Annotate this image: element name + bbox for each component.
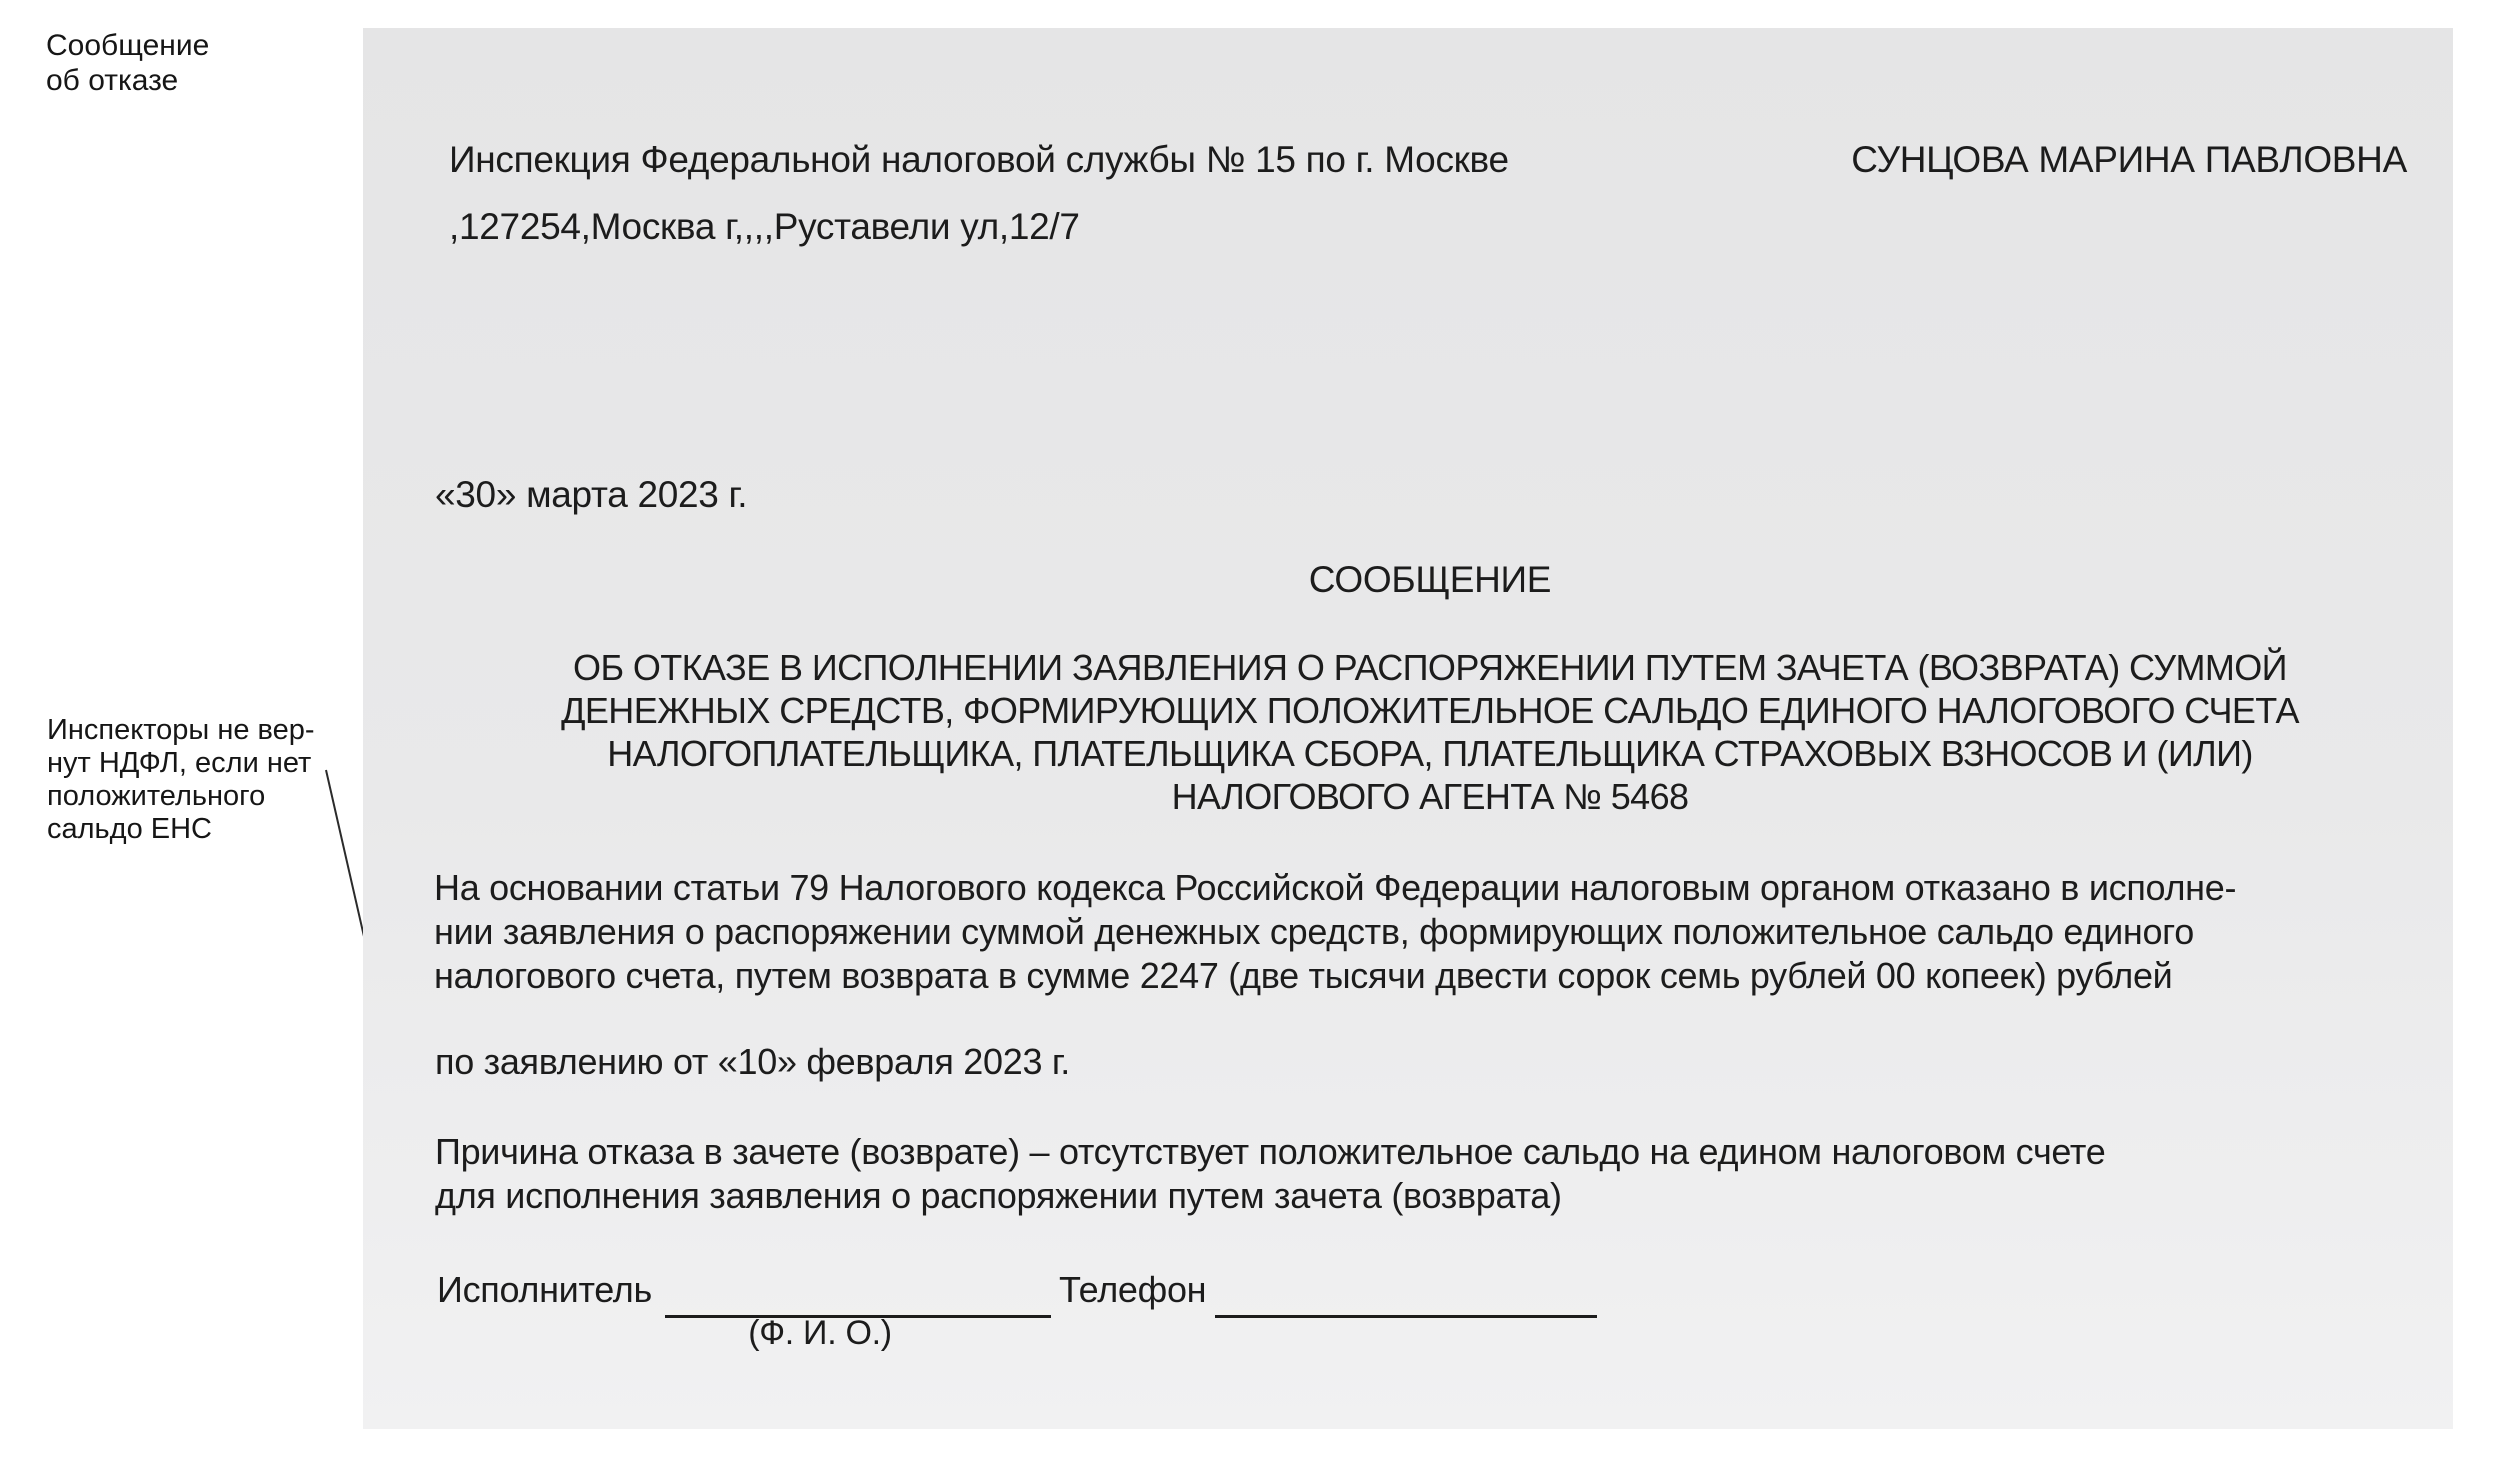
margin-note-line: нут НДФЛ, если нет: [47, 747, 312, 779]
reason-line: Причина отказа в зачете (возврате) – отсутствует положительное сальдо на едином налоговом счете: [435, 1131, 2106, 1172]
doc-title: СООБЩЕНИЕ: [1308, 559, 1552, 600]
margin-label-line: об отказе: [46, 64, 179, 97]
margin-label-line: Сообщение: [46, 29, 210, 62]
reason-line: для исполнения заявления о распоряжении путем зачета (возврата): [435, 1175, 1562, 1216]
sender-line: Инспекция Федеральной налоговой службы № 15 по г. Москве: [449, 139, 1509, 180]
phone-blank-line: [1215, 1273, 1597, 1318]
doc-subtitle-line: ОБ ОТКАЗЕ В ИСПОЛНЕНИИ ЗАЯВЛЕНИЯ О РАСПОРЯЖЕНИИ ПУТЕМ ЗАЧЕТА (ВОЗВРАТА) СУММОЙ: [573, 647, 2287, 688]
margin-note-ndfl: [47, 714, 315, 846]
executor-blank-line: [665, 1273, 1051, 1318]
doc-subtitle-line: ДЕНЕЖНЫХ СРЕДСТВ, ФОРМИРУЮЩИХ ПОЛОЖИТЕЛЬНОЕ САЛЬДО ЕДИНОГО НАЛОГОВОГО СЧЕТА: [561, 690, 2299, 731]
body-line: нии заявления о распоряжении суммой денежных средств, формирующих положительное сальдо единого: [434, 911, 2194, 952]
body-line: На основании статьи 79 Налогового кодекса Российской Федерации налоговым органом отказано в исполне-: [434, 867, 2237, 908]
executor-label: Исполнитель: [437, 1269, 652, 1310]
fio-caption: (Ф. И. О.): [748, 1314, 892, 1352]
recipient-name: СУНЦОВА МАРИНА ПАВЛОВНА: [1851, 139, 2407, 180]
date-line: «30» марта 2023 г.: [435, 474, 748, 515]
sender-address: ,127254,Москва г,,,,Руставели ул,12/7: [449, 206, 1080, 247]
body-paragraph: [434, 866, 2236, 998]
document-page: [363, 28, 2453, 1429]
margin-label-message-type: [46, 28, 209, 98]
body-line: налогового счета, путем возврата в сумме 2247 (две тысячи двести сорок семь рублей 00 копеек) рублей: [434, 955, 2173, 996]
reason-paragraph: [435, 1130, 2105, 1218]
margin-note-line: положительного: [47, 780, 266, 812]
phone-label: Телефон: [1059, 1269, 1207, 1310]
margin-note-line: Инспекторы не вер-: [47, 714, 315, 746]
doc-subtitle-line: НАЛОГОПЛАТЕЛЬЩИКА, ПЛАТЕЛЬЩИКА СБОРА, ПЛАТЕЛЬЩИКА СТРАХОВЫХ ВЗНОСОВ И (ИЛИ): [607, 733, 2253, 774]
doc-subtitle: [434, 646, 2426, 818]
doc-subtitle-line: НАЛОГОВОГО АГЕНТА № 5468: [1171, 776, 1689, 817]
application-line: по заявлению от «10» февраля 2023 г.: [435, 1041, 1071, 1082]
margin-note-line: сальдо ЕНС: [47, 813, 212, 845]
